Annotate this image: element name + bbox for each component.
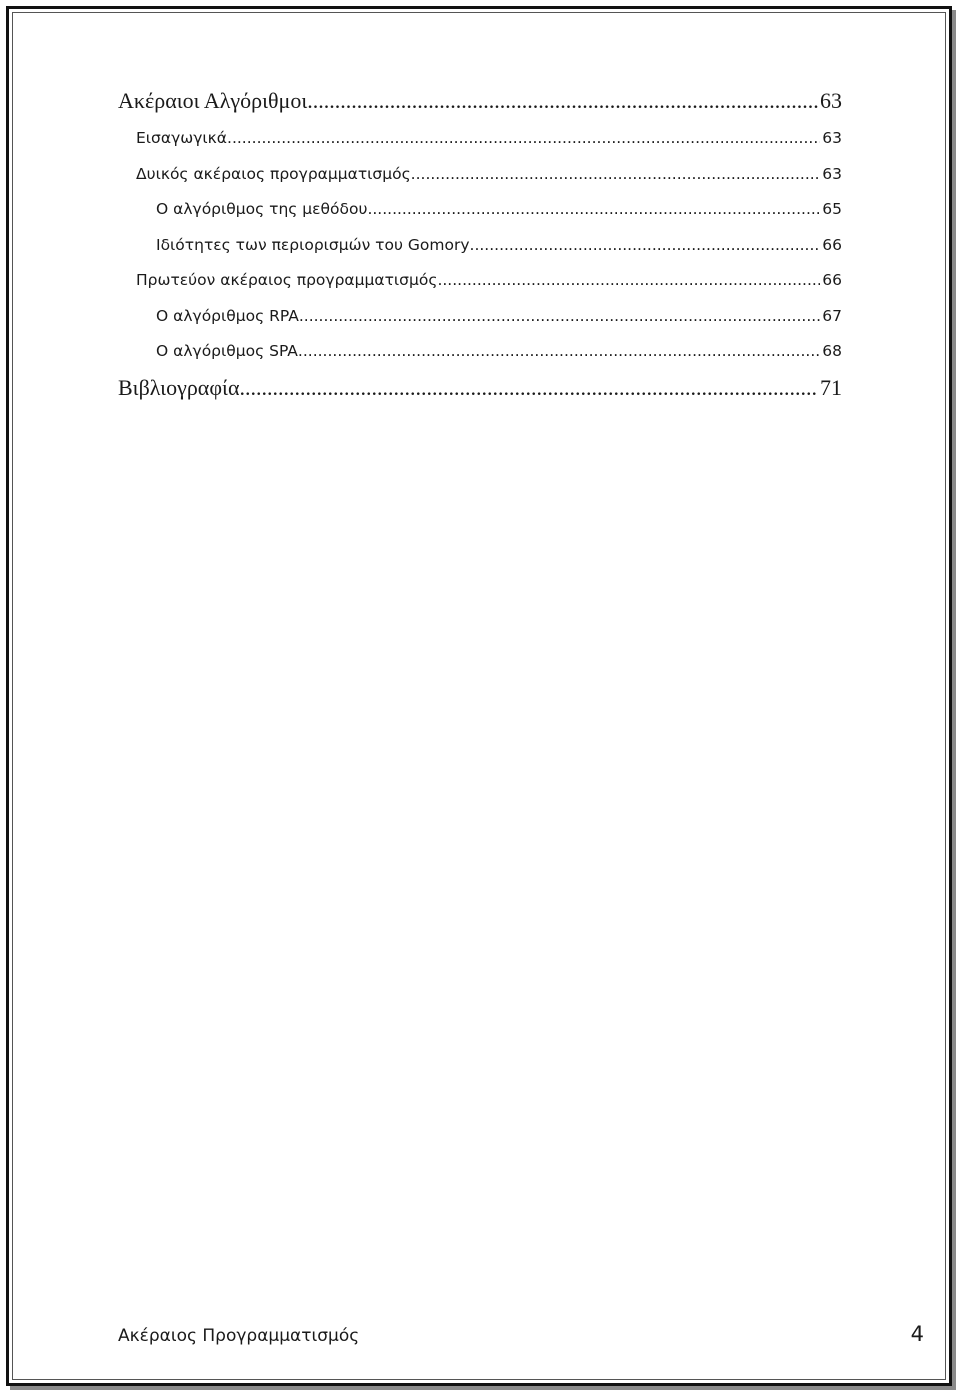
toc-dot-leader [307, 86, 818, 116]
toc-entry-page: 66 [822, 271, 842, 289]
toc-dot-leader [411, 157, 821, 193]
toc-entry-page: 63 [822, 164, 842, 183]
footer-title: Ακέραιος Προγραμματισμός [118, 1326, 360, 1346]
toc-entry-dual-integer-programming[interactable] [118, 157, 842, 193]
toc-entry-label: Ο αλγόριθμος της μεθόδου [156, 200, 368, 218]
toc-dot-leader [299, 299, 820, 335]
toc-entry-page: 63 [820, 88, 842, 113]
toc-entry-page: 66 [822, 235, 842, 254]
footer-page-number: 4 [910, 1322, 924, 1346]
toc-dot-leader [227, 121, 820, 157]
table-of-contents [118, 86, 842, 403]
page-footer [118, 1322, 924, 1346]
toc-entry-label: Ο αλγόριθμος RPA [156, 306, 299, 325]
toc-entry-bibliography[interactable] [118, 373, 842, 403]
toc-dot-leader [239, 373, 818, 403]
toc-entry-page: 68 [822, 342, 842, 360]
toc-entry-rpa-algorithm[interactable] [118, 299, 842, 335]
toc-dot-leader [470, 228, 821, 264]
toc-entry-label: Ο αλγόριθμος SPA [156, 342, 298, 360]
toc-entry-page: 65 [822, 200, 842, 218]
toc-dot-leader [437, 263, 820, 299]
toc-entry-introduction[interactable] [118, 121, 842, 157]
toc-entry-label: Βιβλιογραφία [118, 374, 240, 400]
toc-entry-page: 67 [822, 306, 842, 325]
toc-entry-primal-integer-programming[interactable] [118, 263, 842, 299]
toc-entry-label: Πρωτεύον ακέραιος προγραμματισμός [136, 271, 438, 289]
toc-dot-leader [298, 334, 820, 370]
toc-entry-label: Εισαγωγικά [136, 129, 228, 147]
toc-entry-integer-algorithms[interactable] [118, 86, 842, 116]
toc-entry-label: Ιδιότητες των περιορισμών του Gomory [156, 235, 470, 254]
toc-entry-gomory-properties[interactable] [118, 228, 842, 264]
toc-entry-page: 63 [822, 129, 842, 147]
toc-entry-method-algorithm[interactable] [118, 192, 842, 228]
toc-entry-label: Δυικός ακέραιος προγραμματισμός [136, 164, 411, 183]
toc-entry-spa-algorithm[interactable] [118, 334, 842, 370]
toc-entry-page: 71 [820, 374, 842, 400]
toc-dot-leader [367, 192, 820, 228]
toc-entry-label: Ακέραιοι Αλγόριθμοι [118, 88, 308, 113]
